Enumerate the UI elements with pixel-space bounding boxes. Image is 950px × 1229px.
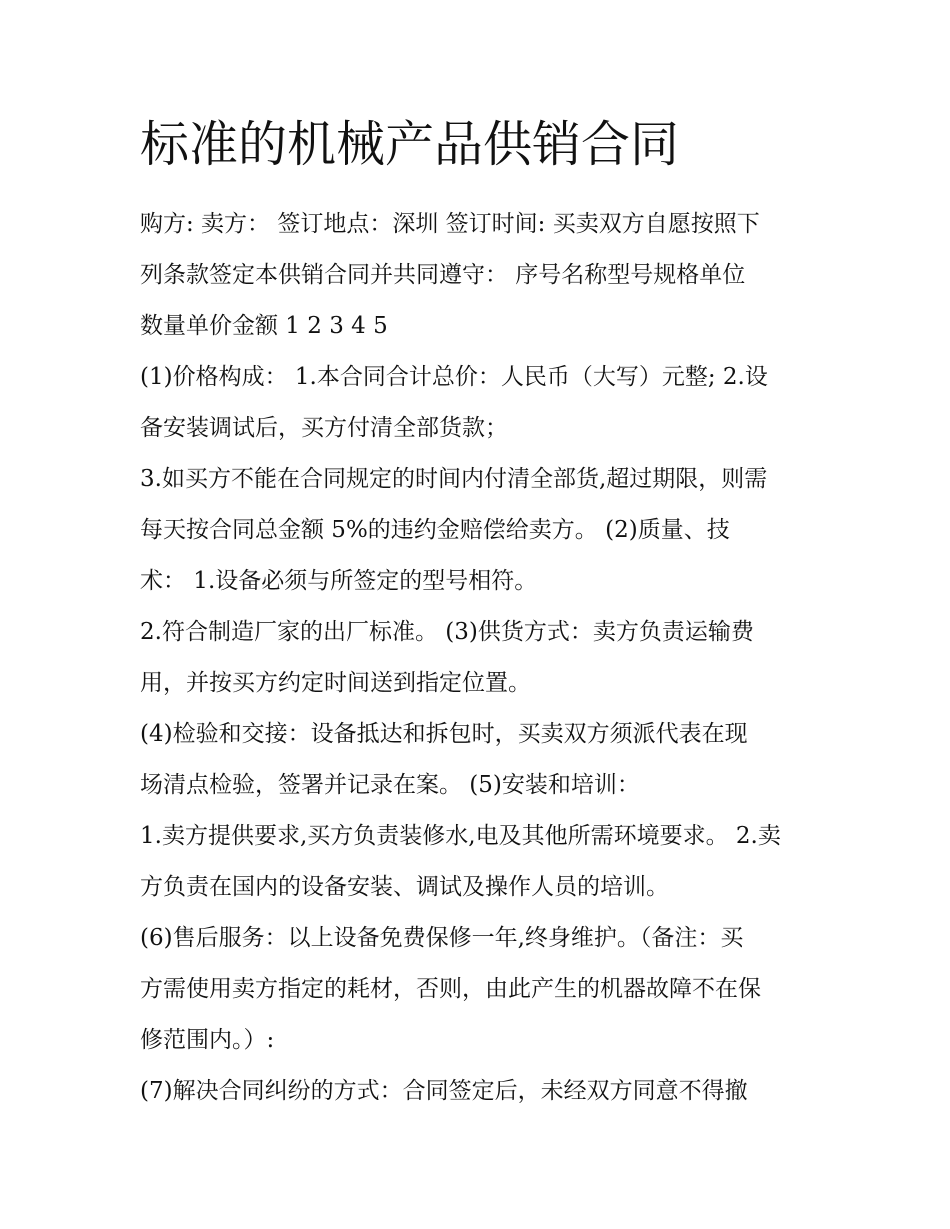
- body-line-15: (6)售后服务：以上设备免费保修一年,终身维护。（备注：买: [140, 925, 744, 951]
- body-line-4: (1)价格构成： 1.本合同合计总价：人民币（大写）元整; 2.设: [140, 364, 768, 390]
- body-line-7: 每天按合同总金额 5%的违约金赔偿给卖方。 (2)质量、技: [140, 517, 730, 543]
- body-line-13: 1.卖方提供要求,买方负责装修水,电及其他所需环境要求。 2.卖: [140, 823, 781, 849]
- document-body: [140, 199, 820, 1117]
- body-line-16: 方需使用卖方指定的耗材，否则，由此产生的机器故障不在保: [140, 976, 761, 1002]
- body-line-9: 2.符合制造厂家的出厂标准。 (3)供货方式：卖方负责运输费: [140, 619, 754, 645]
- body-line-3: 数量单价金额 1 2 3 4 5: [140, 313, 388, 339]
- body-line-8: 术： 1.设备必须与所签定的型号相符。: [140, 568, 538, 594]
- body-line-14: 方负责在国内的设备安装、调试及操作人员的培训。: [140, 874, 669, 900]
- body-line-5: 备安装调试后，买方付清全部货款；: [140, 415, 508, 441]
- body-line-10: 用，并按买方约定时间送到指定位置。: [140, 670, 531, 696]
- body-line-12: 场清点检验，签署并记录在案。 (5)安装和培训：: [140, 772, 640, 798]
- body-line-17: 修范围内。）:: [140, 1027, 275, 1053]
- body-line-1: 购方: 卖方： 签订地点：深圳 签订时间: 买卖双方自愿按照下: [140, 211, 760, 237]
- body-line-6: 3.如买方不能在合同规定的时间内付清全部货,超过期限，则需: [140, 466, 768, 492]
- body-line-18: (7)解决合同纠纷的方式：合同签定后，未经双方同意不得撤: [140, 1078, 748, 1104]
- body-line-11: (4)检验和交接：设备抵达和拆包时，买卖双方须派代表在现: [140, 721, 748, 747]
- body-line-2: 列条款签定本供销合同并共同遵守： 序号名称型号规格单位: [140, 262, 746, 288]
- document-title: 标准的机械产品供销合同: [140, 116, 680, 173]
